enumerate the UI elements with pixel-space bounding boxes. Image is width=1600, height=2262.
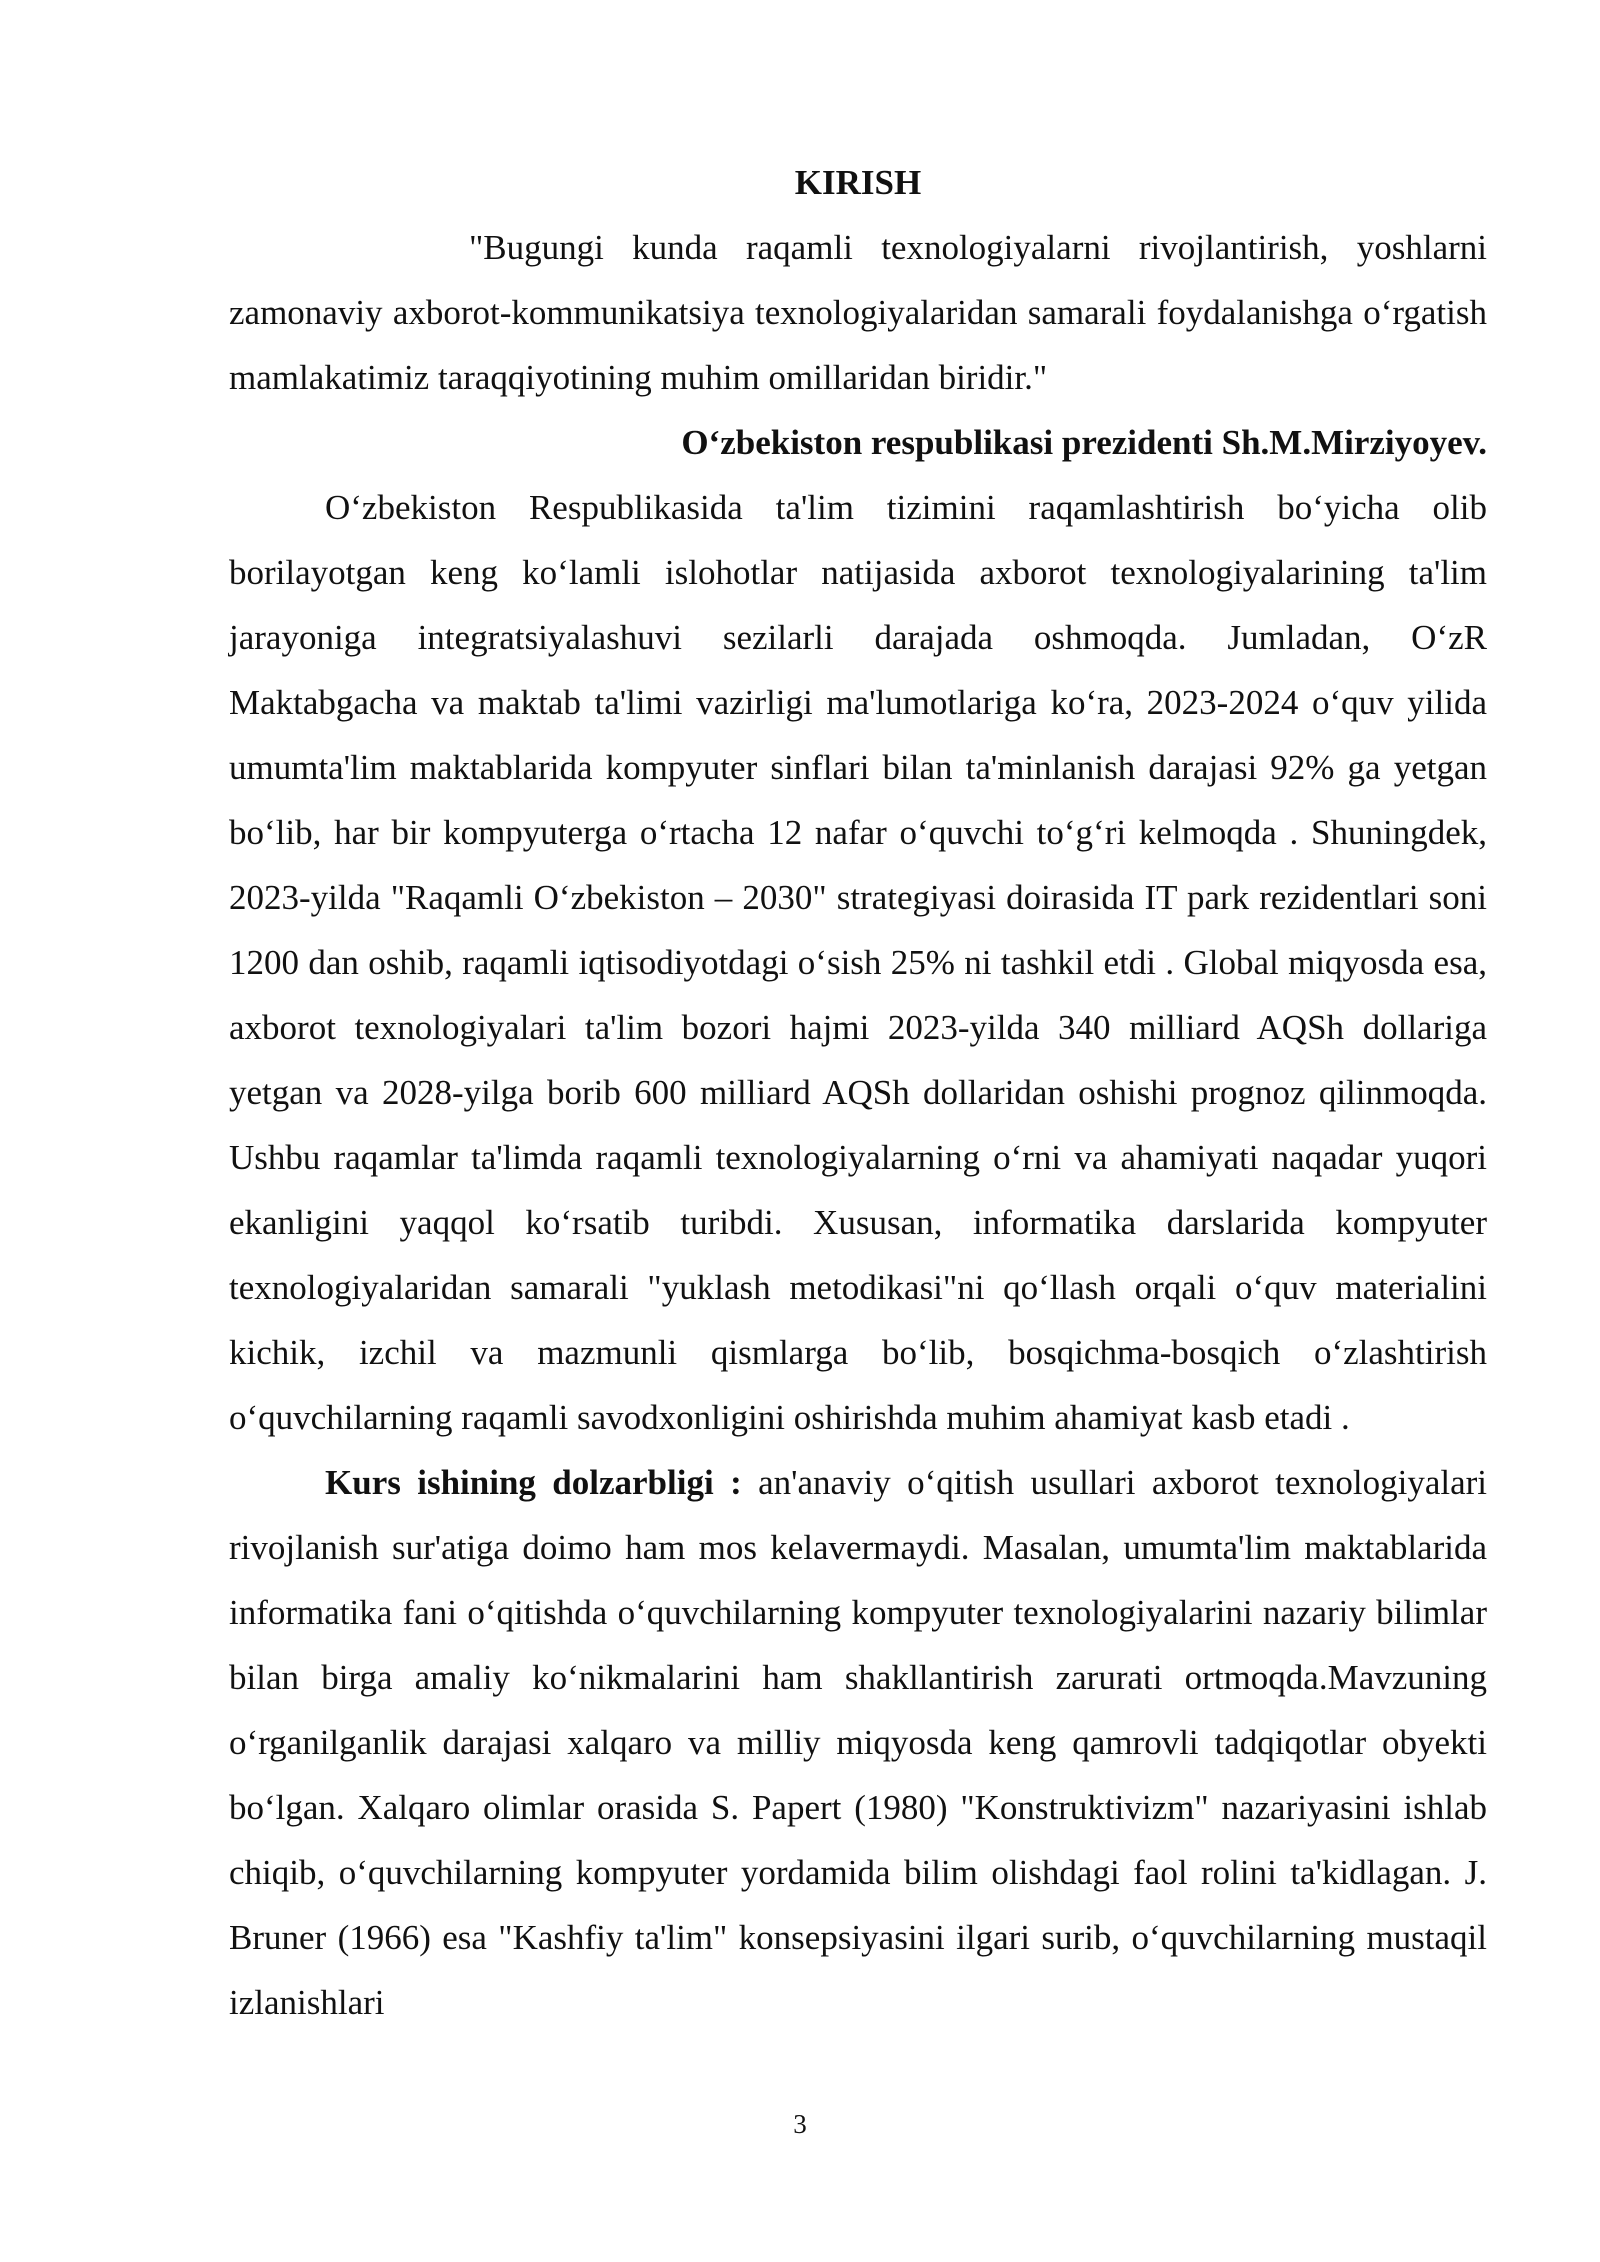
page-content bbox=[229, 150, 1487, 2035]
epigraph-quote: "Bugungi kunda raqamli texnologiyalarni rivojlantirish, yoshlarni zamonaviy axborot-kommunikatsiya texnologiyalaridan samarali foydalanishga o‘rgatish mamlakatimiz taraqqiyotining muhim omillaridan biridir." bbox=[229, 228, 1487, 397]
paragraph-intro: O‘zbekiston Respublikasida ta'lim tizimini raqamlashtirish bo‘yicha olib borilayotgan keng ko‘lamli islohotlar natijasida axborot texnologiyalarining ta'lim jarayoniga integratsiyalashuvi sezilarli darajada oshmoqda. Jumladan, O‘zR Maktabgacha va maktab ta'limi vazirligi ma'lumotlariga ko‘ra, 2023-2024 o‘quv yilida umumta'lim maktablarida kompyuter sinflari bilan ta'minlanish darajasi 92% ga yetgan bo‘lib, har bir kompyuterga o‘rtacha 12 nafar o‘quvchi to‘g‘ri kelmoqda . Shuningdek, 2023-yilda "Raqamli O‘zbekiston – 2030" strategiyasi doirasida IT park rezidentlari soni 1200 dan oshib, raqamli iqtisodiyotdagi o‘sish 25% ni tashkil etdi . Global miqyosda esa, axborot texnologiyalari ta'lim bozori hajmi 2023-yilda 340 milliard AQSh dollariga yetgan va 2028-yilga borib 600 milliard AQSh dollaridan oshishi prognoz qilinmoqda. Ushbu raqamlar ta'limda raqamli texnologiyalarning o‘rni va ahamiyati naqadar yuqori ekanligini yaqqol ko‘rsatib turibdi. Xususan, informatika darslarida kompyuter texnologiyalaridan samarali "yuklash metodikasi"ni qo‘llash orqali o‘quv materialini kichik, izchil va mazmunli qismlarga bo‘lib, bosqichma-bosqich o‘zlashtirish o‘quvchilarning raqamli savodxonligini oshirishda muhim ahamiyat kasb etadi . bbox=[229, 488, 1487, 1437]
relevance-text: an'anaviy o‘qitish usullari axborot texnologiyalari rivojlanish sur'atiga doimo ham mos kelavermaydi. Masalan, umumta'lim maktablarida informatika fani o‘qitishda o‘quvchilarning kompyuter texnologiyalarini nazariy bilimlar bilan birga amaliy ko‘nikmalarini ham shakllantirish zarurati ortmoqda.Mavzuning o‘rganilganlik darajasi xalqaro va milliy miqyosda keng qamrovli tadqiqotlar obyekti bo‘lgan. Xalqaro olimlar orasida S. Papert (1980) "Konstruktivizm" nazariyasini ishlab chiqib, o‘quvchilarning kompyuter yordamida bilim olishdagi faol rolini ta'kidlagan. J. Bruner (1966) esa "Kashfiy ta'lim" konsepsiyasini ilgari surib, o‘quvchilarning mustaqil izlanishlari bbox=[229, 1463, 1487, 2022]
page-title: KIRISH bbox=[794, 163, 922, 202]
relevance-heading: Kurs ishining dolzarbligi : bbox=[325, 1463, 742, 1502]
page-number: 3 bbox=[793, 2109, 807, 2139]
epigraph-author: O‘zbekiston respublikasi prezidenti Sh.M.Mirziyoyev. bbox=[681, 423, 1487, 462]
paragraph-relevance bbox=[229, 1450, 1487, 2035]
